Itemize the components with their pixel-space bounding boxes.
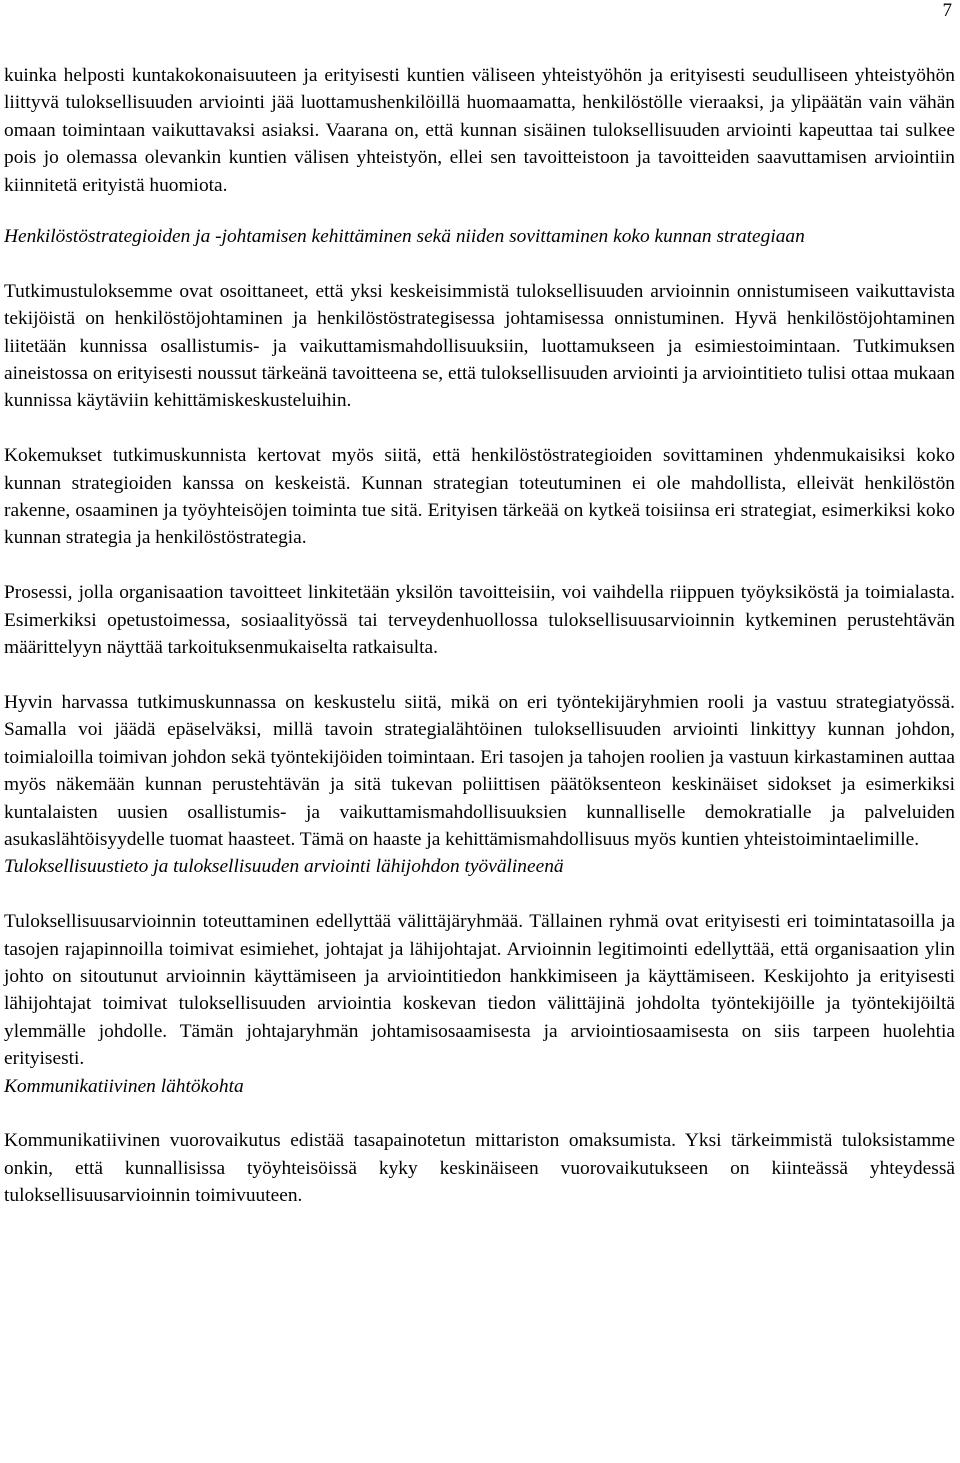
paragraph: Tutkimustuloksemme ovat osoittaneet, että yksi keskeisimmistä tuloksellisuuden arvioinnin onnistumiseen vaikuttavista tekijöistä on henkilöstöjohtaminen ja henkilöstöstrategisessa johtamisessa onnistuminen. Hyvä henkilöstöjohtaminen liitetään kunnissa osallistumis- ja vaikuttamismahdollisuuksiin, luottamukseen ja esimiestoimintaan. Tutkimuksen aineistossa on erityisesti noussut tärkeänä tavoitteena se, että tuloksellisuuden arviointi ja arviointitieto tulisi ottaa mukaan kunnissa käytäviin kehittämiskeskusteluihin. xyxy=(4,280,955,412)
page-number: 7 xyxy=(942,0,952,21)
intro-paragraph: kuinka helposti kuntakokonaisuuteen ja erityisesti kuntien väliseen yhteistyöhön ja erityisesti seudulliseen yhteistyöhön liittyvä tuloksellisuuden arviointi jää luottamushenkilöillä huomaamatta, henkilöstölle vieraaksi, ja ylipäätän vain vähän omaan toimintaan vaikuttavaksi asiaksi. Vaarana on, että kunnan sisäinen tuloksellisuuden arviointi kapeuttaa tai sulkee pois jo olemassa olevankin kuntien välisen yhteistyön, ellei sen tavoitteistoon ja tavoitteiden saavuttamisen arviointiin kiinnitetä erityistä huomiota. xyxy=(4,65,955,196)
paragraph: Kokemukset tutkimuskunnista kertovat myös siitä, että henkilöstöstrategioiden sovittaminen yhdenmukaisiksi koko kunnan strategioiden kanssa on keskeistä. Kunnan strategian toteutuminen ei ole mahdollista, elleivät henkilöstön rakenne, osaaminen ja työyhteisöjen toiminta tue sitä. Erityisen tärkeää on kytkeä toisiinsa eri strategiat, esimerkiksi koko kunnan strategia ja henkilöstöstrategia. xyxy=(4,445,955,549)
section-heading-communicative: Kommunikatiivinen lähtökohta xyxy=(4,1075,244,1097)
section-heading-tools: Tuloksellisuustieto ja tuloksellisuuden arviointi lähijohdon työvälineenä xyxy=(4,856,564,878)
paragraph: Tuloksellisuusarvioinnin toteuttaminen edellyttää välittäjäryhmää. Tällainen ryhmä ovat erityisesti eri toimintatasoilla ja tasojen rajapinnoilla toimivat esimiehet, johtajat ja lähijohtajat. Arvioinnin legitimointi edellyttää, että organisaation ylin johto on sitoutunut arvioinnin käyttämiseen ja arviointitiedon hankkimiseen ja käyttämiseen. Keskijohto ja erityisesti lähijohtajat toimivat tuloksellisuuden arviointia koskevan tiedon välittäjinä johdolta työntekijöille ja työntekijöiltä ylemmälle johdolle. Tämän johtajaryhmän johtamisosaamisesta ja arviointiosaamisesta on siis tarpeen huolehtia erityisesti. xyxy=(4,911,955,1070)
document-body xyxy=(4,62,955,1210)
section-heading-strategy: Henkilöstöstrategioiden ja -johtamisen kehittäminen sekä niiden sovittaminen koko kunnan strategiaan xyxy=(4,226,805,248)
paragraph: Hyvin harvassa tutkimuskunnassa on keskustelu siitä, mikä on eri työntekijäryhmien rooli ja vastuu strategiatyössä. Samalla voi jäädä epäselväksi, millä tavoin strategialähtöinen tuloksellisuuden arviointi linkittyy kunnan johdon, toimialoilla toimivan johdon sekä työntekijöiden toimintaan. Eri tasojen ja tahojen roolien ja vastuun kirkastaminen auttaa myös näkemään kunnan perustehtävän ja sitä tukevan poliittisen päätöksenteon keskinäiset sidokset ja esimerkiksi kuntalaisten uusien osallistumis- ja vaikuttamismahdollisuuksien kunnalliselle demokratialle ja palveluiden asukaslähtöisyydelle tuomat haasteet. Tämä on haaste ja kehittämismahdollisuus myös kuntien yhteistoimintaelimille. xyxy=(4,691,955,850)
paragraph: Kommunikatiivinen vuorovaikutus edistää tasapainotetun mittariston omaksumista. Yksi tärkeimmistä tuloksistamme onkin, että kunnallisissa työyhteisöissä kyky keskinäiseen vuorovaikutukseen on kiinteässä yhteydessä tuloksellisuusarvioinnin toimivuuteen. xyxy=(4,1130,955,1207)
paragraph: Prosessi, jolla organisaation tavoitteet linkitetään yksilön tavoitteisiin, voi vaihdella riippuen työyksiköstä ja toimialasta. Esimerkiksi opetustoimessa, sosiaalityössä tai terveydenhuollossa tuloksellisuusarvioinnin kytkeminen perustehtävän määrittelyyn näyttää tarkoituksenmukaiselta ratkaisulta. xyxy=(4,582,955,659)
